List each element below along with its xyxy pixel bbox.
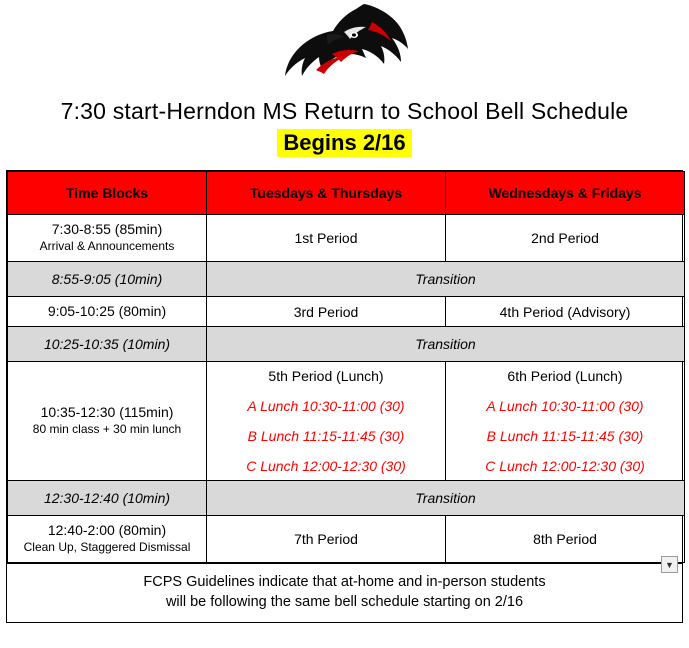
- lunch-b-wed-fri: B Lunch 11:15-11:45 (30): [486, 428, 644, 444]
- row-time-range: 10:35-12:30 (115min): [40, 404, 174, 420]
- col-header-tue-thu: Tuesdays & Thursdays: [207, 172, 446, 215]
- footer-note: [6, 559, 683, 623]
- table-row-transition: [8, 481, 685, 516]
- row-time-range: 12:40-2:00 (80min): [47, 522, 167, 538]
- row-transition-label: Transition: [207, 481, 685, 516]
- table-row: [8, 297, 685, 327]
- row-time-block: 8:55-9:05 (10min): [8, 262, 207, 297]
- page-title: 7:30 start-Herndon MS Return to School Bell Schedule: [60, 98, 629, 124]
- row-tue-thu: 3rd Period: [207, 297, 446, 327]
- row-transition-label: Transition: [207, 262, 685, 297]
- lunch-b-tue-thu: B Lunch 11:15-11:45 (30): [247, 428, 405, 444]
- table-row-transition: [8, 327, 685, 362]
- row-time-note: Arrival & Announcements: [39, 239, 175, 253]
- row-time-note: Clean Up, Staggered Dismissal: [23, 540, 191, 554]
- table-header: [8, 172, 685, 215]
- row-wed-fri: [446, 362, 685, 481]
- table-row-lunch: [8, 362, 685, 481]
- logo-container: [0, 0, 689, 96]
- row-time-block: [8, 362, 207, 481]
- table-header-row: [8, 172, 685, 215]
- bell-schedule-table: [7, 171, 685, 563]
- row-time-block: 12:30-12:40 (10min): [8, 481, 207, 516]
- bell-schedule-table-wrapper: [6, 170, 683, 564]
- page-title-block: [0, 96, 689, 158]
- table-body: [8, 215, 685, 563]
- row-time-block: 9:05-10:25 (80min): [8, 297, 207, 327]
- period-label: 6th Period (Lunch): [507, 368, 623, 384]
- row-wed-fri: 4th Period (Advisory): [446, 297, 685, 327]
- row-tue-thu: 7th Period: [207, 516, 446, 563]
- col-header-time-blocks: Time Blocks: [8, 172, 207, 215]
- period-label: 5th Period (Lunch): [268, 368, 384, 384]
- hawk-mascot-logo-icon: [280, 2, 410, 94]
- row-time-block: 10:25-10:35 (10min): [8, 327, 207, 362]
- table-row: [8, 516, 685, 563]
- row-wed-fri: 8th Period: [446, 516, 685, 563]
- scroll-down-button[interactable]: [661, 556, 678, 573]
- row-tue-thu: 1st Period: [207, 215, 446, 262]
- lunch-c-tue-thu: C Lunch 12:00-12:30 (30): [246, 458, 406, 474]
- begins-date-highlight: Begins 2/16: [277, 129, 411, 157]
- row-tue-thu: [207, 362, 446, 481]
- lunch-c-wed-fri: C Lunch 12:00-12:30 (30): [485, 458, 645, 474]
- table-row-transition: [8, 262, 685, 297]
- footer-note-line2: will be following the same bell schedule starting on 2/16: [165, 594, 524, 610]
- begins-date-line: [10, 128, 679, 158]
- lunch-a-tue-thu: A Lunch 10:30-11:00 (30): [247, 398, 405, 414]
- footer-note-line1: FCPS Guidelines indicate that at-home and in-person students: [143, 574, 546, 590]
- table-row: [8, 215, 685, 262]
- col-header-wed-fri: Wednesdays & Fridays: [446, 172, 685, 215]
- row-time-block: [8, 516, 207, 563]
- row-time-block: [8, 215, 207, 262]
- row-time-note: 80 min class + 30 min lunch: [32, 422, 182, 436]
- chevron-down-icon: ▼: [665, 559, 674, 570]
- row-time-range: 7:30-8:55 (85min): [51, 221, 163, 237]
- row-transition-label: Transition: [207, 327, 685, 362]
- lunch-a-wed-fri: A Lunch 10:30-11:00 (30): [486, 398, 644, 414]
- row-wed-fri: 2nd Period: [446, 215, 685, 262]
